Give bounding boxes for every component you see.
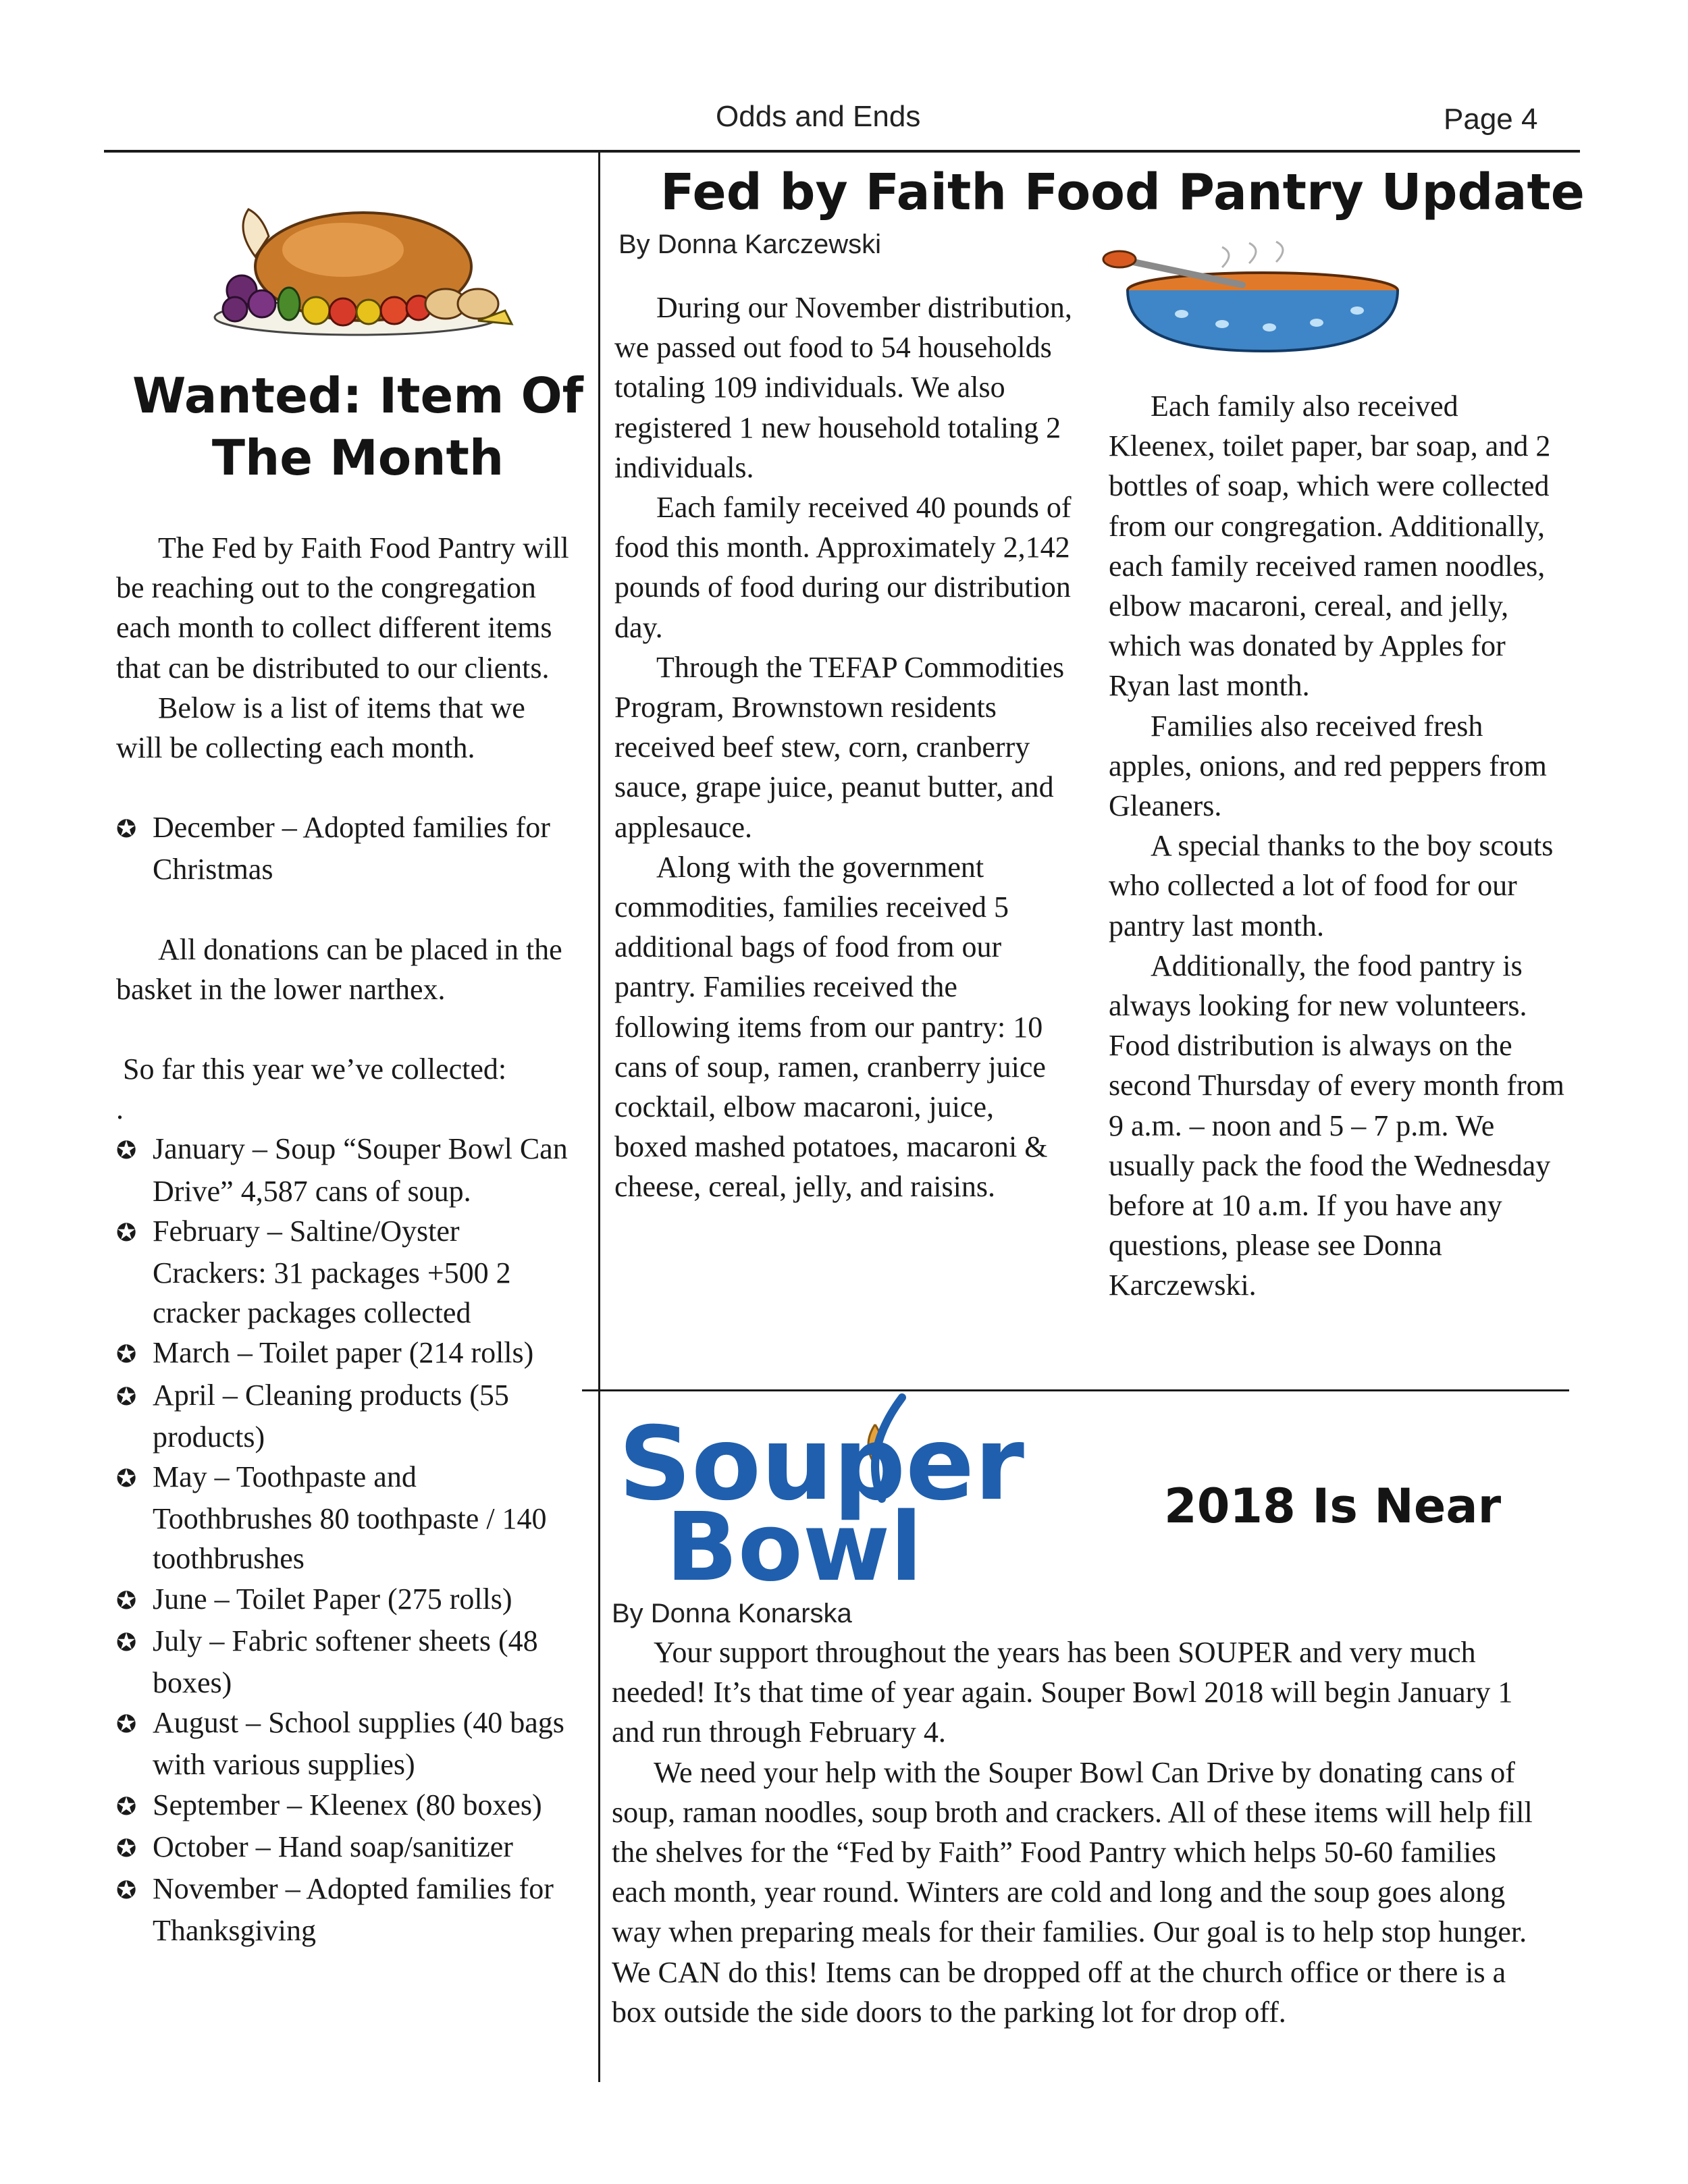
pantry-byline: By Donna Karczewski (618, 230, 882, 259)
souper-body (612, 1632, 1557, 2032)
intro-paragraph: Below is a list of items that we will be collecting each month. (116, 691, 525, 765)
star-in-circle-icon: ✪ (116, 1137, 137, 1165)
collected-item-text: November – Adopted families for Thanksgiving (153, 1872, 554, 1948)
pantry-paragraph: Families also received fresh apples, onions, and red peppers from Gleaners. (1109, 709, 1547, 823)
header-rule (104, 150, 1580, 153)
star-in-circle-icon: ✪ (116, 1711, 137, 1739)
pantry-paragraph: A special thanks to the boy scouts who collected a lot of food for our pantry last month. (1109, 829, 1554, 942)
newsletter-section-title: Odds and Ends (716, 100, 921, 133)
collected-item-text: June – Toilet Paper (275 rolls) (153, 1582, 512, 1616)
list-item (116, 1129, 575, 1210)
souper-paragraph: We need your help with the Souper Bowl Can Drive by donating cans of soup, raman noodles, soup broth and crackers. All of these items will help fill the shelves for the “Fed by Faith” Food Pantry which helps 50-60 families each month, year round. Winters are cold and long and the soup goes along way when preparing meals for their families. Our goal is to help stop hunger. We CAN do this! Items can be dropped off at the church office or there is a box outside the side doors to the parking lot for drop off. (612, 1755, 1533, 2029)
star-in-circle-icon: ✪ (116, 1834, 137, 1863)
donations-note: All donations can be placed in the basket in the lower narthex. (116, 932, 562, 1006)
star-in-circle-icon: ✪ (116, 1219, 137, 1247)
collected-item-text: September – Kleenex (80 boxes) (153, 1788, 542, 1821)
list-item (116, 1785, 575, 1827)
pantry-column-2 (1109, 386, 1568, 1306)
souper-paragraph: Your support throughout the years has been SOUPER and very much needed! It’s that time of year again. Souper Bowl 2018 will begin January 1 and run through February 4. (612, 1636, 1513, 1749)
turkey-platter-icon (194, 203, 519, 338)
pantry-paragraph: During our November distribution, we passed out food to 54 households totaling 109 individuals. We also registered 1 new household totaling 2 individuals. (614, 291, 1072, 484)
list-item (116, 1703, 575, 1784)
collected-item-text: July – Fabric softener sheets (48 boxes) (153, 1624, 538, 1700)
pantry-title: Fed by Faith Food Pantry Update (660, 163, 1585, 221)
pantry-paragraph: Along with the government commodities, families received 5 additional bags of food from our pantry. Families received the following items from our pantry: 10 cans of soup, ramen, cranberry juice cocktail, elbow macaroni, juice, boxed mashed potatoes, macaroni & cheese, cereal, jelly, and raisins. (614, 850, 1048, 1204)
item-of-month-title-line2: The Month (211, 429, 504, 486)
pantry-paragraph: Each family received 40 pounds of food this month. Approximately 2,142 pounds of food during our distribution day. (614, 491, 1072, 644)
star-in-circle-icon: ✪ (116, 1628, 137, 1657)
collected-item-text: August – School supplies (40 bags with various supplies) (153, 1706, 564, 1782)
souper-bowl-logo-icon (618, 1397, 1145, 1603)
star-in-circle-icon: ✪ (116, 1465, 137, 1493)
list-item (116, 1211, 575, 1333)
star-in-circle-icon: ✪ (116, 1341, 137, 1369)
star-in-circle-icon: ✪ (116, 1877, 137, 1905)
list-item (116, 1375, 575, 1457)
collected-item-text: April – Cleaning products (55 products) (153, 1378, 509, 1454)
list-item (116, 1621, 575, 1703)
pantry-paragraph: Additionally, the food pantry is always looking for new volunteers. Food distribution is always on the second Thursday of every month from 9 a.m. – noon and 5 – 7 p.m. We usually pack the food the Wednesday before at 10 a.m. If you have any questions, please see Donna Karczewski. (1109, 949, 1564, 1302)
item-of-month-body (116, 528, 575, 1951)
collected-item-text: February – Saltine/Oyster Crackers: 31 packages +500 2 cracker packages collected (153, 1214, 511, 1330)
logo-text-line2: Bowl (666, 1493, 923, 1603)
collected-item-text: May – Toothpaste and Toothbrushes 80 toothpaste / 140 toothbrushes (153, 1460, 547, 1576)
list-item (116, 1457, 575, 1579)
souper-heading: 2018 Is Near (1164, 1479, 1502, 1534)
soup-bowl-icon (1107, 243, 1404, 358)
current-item-text: December – Adopted families for Christmas (153, 811, 550, 886)
item-of-month-title (108, 365, 608, 489)
list-item (116, 1869, 575, 1950)
collected-heading: So far this year we’ve collected: (123, 1053, 507, 1086)
list-item (116, 1579, 575, 1621)
collected-item-text: January – Soup “Souper Bowl Can Drive” 4,587 cans of soup. (153, 1132, 568, 1208)
pantry-paragraph: Each family also received Kleenex, toilet paper, bar soap, and 2 bottles of soap, which were collected from our congregation. Additionally, each family received ramen noodles, elbow macaroni, cereal, and jelly, which was donated by Apples for Ryan last month. (1109, 390, 1551, 703)
page-number: Page 4 (1444, 103, 1538, 136)
pantry-column-1 (614, 288, 1074, 1207)
souper-byline: By Donna Konarska (612, 1599, 852, 1628)
list-item (116, 1333, 575, 1375)
collected-dot: . (116, 1092, 124, 1126)
collected-item-text: March – Toilet paper (214 rolls) (153, 1336, 534, 1370)
item-of-month-title-line1: Wanted: Item Of (132, 367, 583, 424)
star-in-circle-icon: ✪ (116, 1383, 137, 1411)
list-item (116, 1827, 575, 1869)
pantry-paragraph: Through the TEFAP Commodities Program, Brownstown residents received beef stew, corn, cranberry sauce, grape juice, peanut butter, and applesauce. (614, 650, 1065, 844)
intro-paragraph: The Fed by Faith Food Pantry will be reaching out to the congregation each month to collect different items that can be distributed to our clients. (116, 531, 569, 685)
collected-item-text: October – Hand soap/sanitizer (153, 1830, 513, 1863)
star-in-circle-icon: ✪ (116, 1792, 137, 1821)
star-in-circle-icon: ✪ (116, 816, 137, 844)
list-item (116, 807, 575, 889)
logo-text-line1: Souper (618, 1406, 1024, 1523)
section-divider (582, 1389, 1569, 1391)
star-in-circle-icon: ✪ (116, 1587, 137, 1615)
collected-list (116, 1129, 575, 1950)
